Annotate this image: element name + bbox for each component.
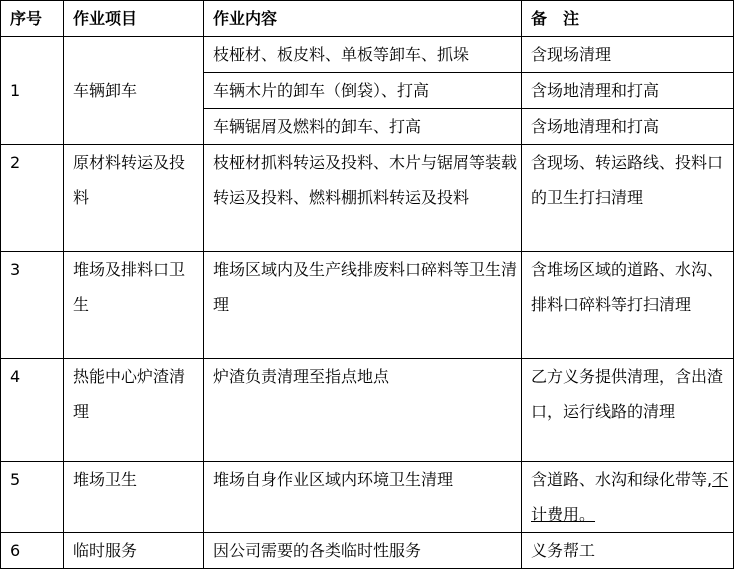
row-content: 堆场自身作业区域内环境卫生清理: [204, 462, 522, 533]
table-row: [1, 145, 734, 252]
row-no: 5: [1, 462, 64, 533]
row-no: 2: [1, 145, 64, 252]
row-content: 堆场区域内及生产线排废料口碎料等卫生清理: [204, 252, 522, 359]
row-note-text: 含道路、水沟和绿化带等,: [531, 470, 713, 489]
table-row: [1, 252, 734, 359]
header-content: 作业内容: [204, 1, 522, 37]
table-row: [1, 533, 734, 569]
row-content: 因公司需要的各类临时性服务: [204, 533, 522, 569]
row-note: 乙方义务提供清理，含出渣口，运行线路的清理: [522, 359, 734, 462]
row-no: 3: [1, 252, 64, 359]
row-note: 含场地清理和打高: [522, 109, 734, 145]
row-note: 义务帮工: [522, 533, 734, 569]
row-item: 热能中心炉渣清理: [64, 359, 204, 462]
header-no: 序号: [1, 1, 64, 37]
row-item: 堆场及排料口卫生: [64, 252, 204, 359]
row-item: 原材料转运及投料: [64, 145, 204, 252]
row-content: 车辆木片的卸车（倒袋）、打高: [204, 73, 522, 109]
row-item: 堆场卫生: [64, 462, 204, 533]
row-note: 含现场清理: [522, 37, 734, 73]
table-row: [1, 37, 734, 73]
header-row: [1, 1, 734, 37]
row-content: 炉渣负责清理至指点地点: [204, 359, 522, 462]
table-row: [1, 462, 734, 533]
row-note: 含现场、转运路线、投料口的卫生打扫清理: [522, 145, 734, 252]
row-content: 车辆锯屑及燃料的卸车、打高: [204, 109, 522, 145]
row-item: 车辆卸车: [64, 37, 204, 145]
header-note: 备 注: [522, 1, 734, 37]
row-note: 含堆场区域的道路、水沟、排料口碎料等打扫清理: [522, 252, 734, 359]
row-note: 含场地清理和打高: [522, 73, 734, 109]
row-no: 4: [1, 359, 64, 462]
row-note-underlined: 不计费用。: [531, 470, 729, 524]
row-no: 1: [1, 37, 64, 145]
table-row: [1, 359, 734, 462]
row-note: [522, 462, 734, 533]
row-no: 6: [1, 533, 64, 569]
header-item: 作业项目: [64, 1, 204, 37]
row-content: 枝桠材抓料转运及投料、木片与锯屑等装载转运及投料、燃料棚抓料转运及投料: [204, 145, 522, 252]
row-item: 临时服务: [64, 533, 204, 569]
row-content: 枝桠材、板皮料、单板等卸车、抓垛: [204, 37, 522, 73]
